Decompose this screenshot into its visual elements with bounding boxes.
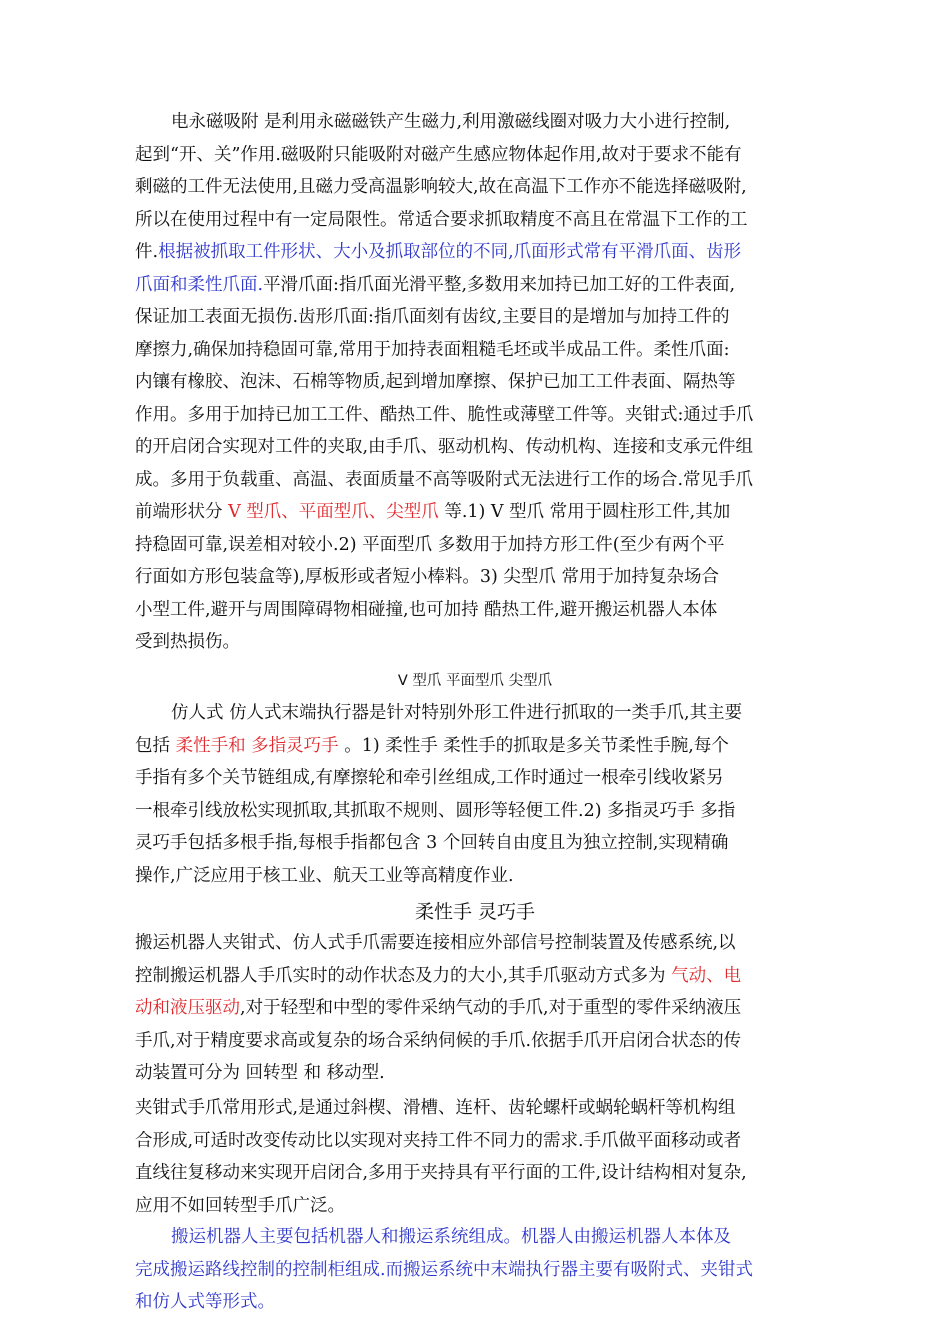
paragraph-humanoid-gripper — [135, 697, 825, 892]
text-segment: 包括 — [135, 735, 176, 756]
text-line: 受到热损伤。 — [135, 632, 240, 652]
text-line: 一根牵引线放松实现抓取,其抓取不规则、圆形等轻便工件.2) 多指灵巧手 多指 — [135, 800, 736, 821]
text-line — [135, 992, 825, 1025]
figure-caption-gripper-types: V 型爪 平面型爪 尖型爪 — [397, 673, 553, 689]
text-line: 保证加工表面无损伤.齿形爪面:指爪面刻有齿纹,主要目的是增加与加持工件的 — [135, 307, 730, 327]
text-line: 内镶有橡胶、泡沫、石棉等物质,起到增加摩擦、保护已加工工件表面、隔热等 — [135, 372, 736, 392]
text-line: 小型工件,避开与周围障碍物相碰撞,也可加持 酷热工件,避开搬运机器人本体 — [135, 599, 718, 620]
highlight-red: V 型爪、平面型爪、尖型爪 — [228, 502, 439, 522]
text-line: 操作,广泛应用于核工业、航天工业等高精度作业. — [135, 865, 514, 886]
text-line — [135, 236, 825, 269]
text-line: 和仿人式等形式。 — [135, 1292, 275, 1312]
text-segment: 件. — [135, 242, 159, 262]
text-line: 应用不如回转型手爪广泛。 — [135, 1195, 345, 1216]
highlight-red: 动和液压驱动 — [135, 998, 240, 1018]
text-line: 手爪,对于精度要求高或复杂的场合采纳伺候的手爪.依据手爪开启闭合状态的传 — [135, 1030, 742, 1051]
paragraph-electro-permanent-magnet — [135, 106, 825, 659]
highlight-red: 气动、电 — [671, 965, 742, 986]
text-line: 灵巧手包括多根手指,每根手指都包含 3 个回转自由度且为独立控制,实现精确 — [135, 833, 729, 853]
text-line: 搬运机器人夹钳式、仿人式手爪需要连接相应外部信号控制装置及传感系统,以 — [135, 933, 736, 953]
text-line: 所以在使用过程中有一定局限性。常适合要求抓取精度不高且在常温下工作的工 — [135, 209, 748, 230]
highlight-blue: 爪面和柔性爪面. — [135, 274, 264, 295]
text-line: 直线往复移动来实现开启闭合,多用于夹持具有平行面的工件,设计结构相对复杂, — [135, 1163, 747, 1183]
highlight-red: 柔性手和 多指灵巧手 — [175, 735, 345, 756]
text-line: 的开启闭合实现对工件的夹取,由手爪、驱动机构、传动机构、连接和支承元件组 — [135, 437, 754, 457]
text-line: 行面如方形包装盒等),厚板形或者短小棒料。3) 尖型爪 常用于加持复杂场合 — [135, 567, 719, 587]
paragraph-gripper-drive — [135, 927, 825, 1090]
text-line: 作用。多用于加持已加工工件、酷热工件、脆性或薄壁工件等。夹钳式:通过手爪 — [135, 404, 754, 425]
text-line — [135, 960, 825, 993]
text-line: 手指有多个关节链组成,有摩擦轮和牵引丝组成,工作时通过一根牵引线收紧另 — [135, 768, 724, 788]
text-segment: 等.1) V 型爪 常用于圆柱形工件,其加 — [438, 502, 731, 522]
text-line: 动装置可分为 回转型 和 移动型. — [135, 1063, 385, 1083]
text-line: 合形成,可适时改变传动比以实现对夹持工件不同力的需求.手爪做平面移动或者 — [135, 1130, 742, 1151]
paragraph-clamp-gripper — [135, 1092, 825, 1222]
text-segment: 前端形状分 — [135, 502, 229, 522]
highlight-blue: 爪面形式常有平滑爪面、齿形 — [513, 242, 742, 262]
text-line — [135, 730, 825, 763]
text-line: 夹钳式手爪常用形式,是通过斜楔、滑槽、连杆、齿轮螺杆或蜗轮蜗杆等机构组 — [135, 1098, 736, 1118]
paragraph-summary — [135, 1221, 825, 1319]
text-segment: 平滑爪面:指爪面光滑平整,多数用来加持已加工好的工件表面, — [263, 274, 736, 295]
text-line: 搬运机器人主要包括机器人和搬运系统组成。机器人由搬运机器人本体及 — [171, 1227, 731, 1247]
text-line: 摩擦力,确保加持稳固可靠,常用于加持表面粗糙毛坯或半成品工件。柔性爪面: — [135, 339, 730, 360]
text-line: 完成搬运路线控制的控制柜组成.而搬运系统中末端执行器主要有吸附式、夹钳式 — [135, 1259, 754, 1280]
text-line: 仿人式 仿人式末端执行器是针对特别外形工件进行抓取的一类手爪,其主要 — [171, 703, 743, 723]
figure-caption-hands: 柔性手 灵巧手 — [414, 901, 536, 923]
text-segment: ,对于轻型和中型的零件采纳气动的手爪,对于重型的零件采纳液压 — [240, 998, 742, 1018]
text-line: 剩磁的工件无法使用,且磁力受高温影响较大,故在高温下工作亦不能选择磁吸附, — [135, 177, 747, 197]
text-segment: 。1) 柔性手 柔性手的抓取是多关节柔性手腕,每个 — [344, 735, 729, 756]
text-line — [135, 269, 825, 302]
text-line: 持稳固可靠,误差相对较小.2) 平面型爪 多数用于加持方形工件(至少有两个平 — [135, 534, 725, 555]
text-line: 起到“开、关”作用.磁吸附只能吸附对磁产生感应物体起作用,故对于要求不能有 — [135, 144, 742, 165]
text-line: 电永磁吸附 是利用永磁磁铁产生磁力,利用激磁线圈对吸力大小进行控制, — [171, 112, 731, 132]
text-line: 成。多用于负载重、高温、表面质量不高等吸附式无法进行工作的场合.常见手爪 — [135, 469, 754, 490]
highlight-blue: 根据被抓取工件形状、大小及抓取部位的不同, — [158, 242, 514, 262]
text-segment: 控制搬运机器人手爪实时的动作状态及力的大小,其手爪驱动方式多为 — [135, 965, 672, 986]
text-line — [135, 496, 825, 529]
